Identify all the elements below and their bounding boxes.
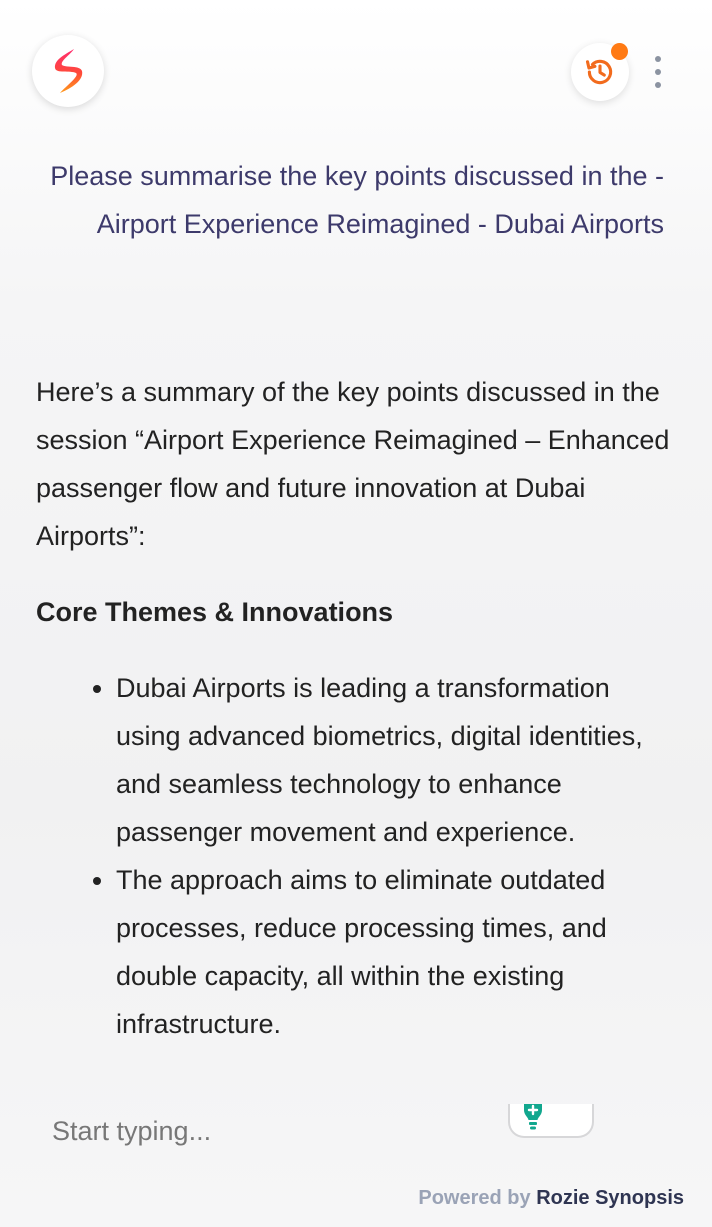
list-item: • The approach aims to eliminate outdated processes, reduce processing times, and double capacity, all within the existing infrastructure.: [116, 856, 670, 1048]
logo: [32, 35, 104, 107]
brand-name: Rozie Synopsis: [536, 1187, 684, 1209]
suggestions-button[interactable]: [508, 1104, 594, 1138]
notification-dot: [611, 43, 628, 60]
bot-message: [36, 368, 670, 1060]
bot-intro: Here’s a summary of the key points discussed in the session “Airport Experience Reimagined – Enhanced passenger flow and future innovation at Dubai Airports”:: [36, 377, 670, 551]
rozie-lightning-logo-icon: [46, 46, 90, 96]
more-options-button[interactable]: [645, 56, 671, 88]
more-vertical-icon: [655, 56, 661, 62]
lightbulb-icon: [520, 1104, 546, 1132]
message-input[interactable]: [40, 1104, 504, 1158]
list-item: • Dubai Airports is leading a transformation using advanced biometrics, digital identities, and seamless technology to enhance passenger movement and experience.: [116, 664, 670, 856]
powered-by: [418, 1184, 684, 1212]
user-message: Please summarise the key points discussed in the - Airport Experience Reimagined - Dubai Airports: [50, 161, 664, 239]
history-icon: [583, 55, 617, 89]
powered-by-prefix: Powered by: [418, 1187, 531, 1209]
section-title: Core Themes & Innovations: [36, 597, 394, 627]
bullet-list: [36, 664, 670, 1048]
